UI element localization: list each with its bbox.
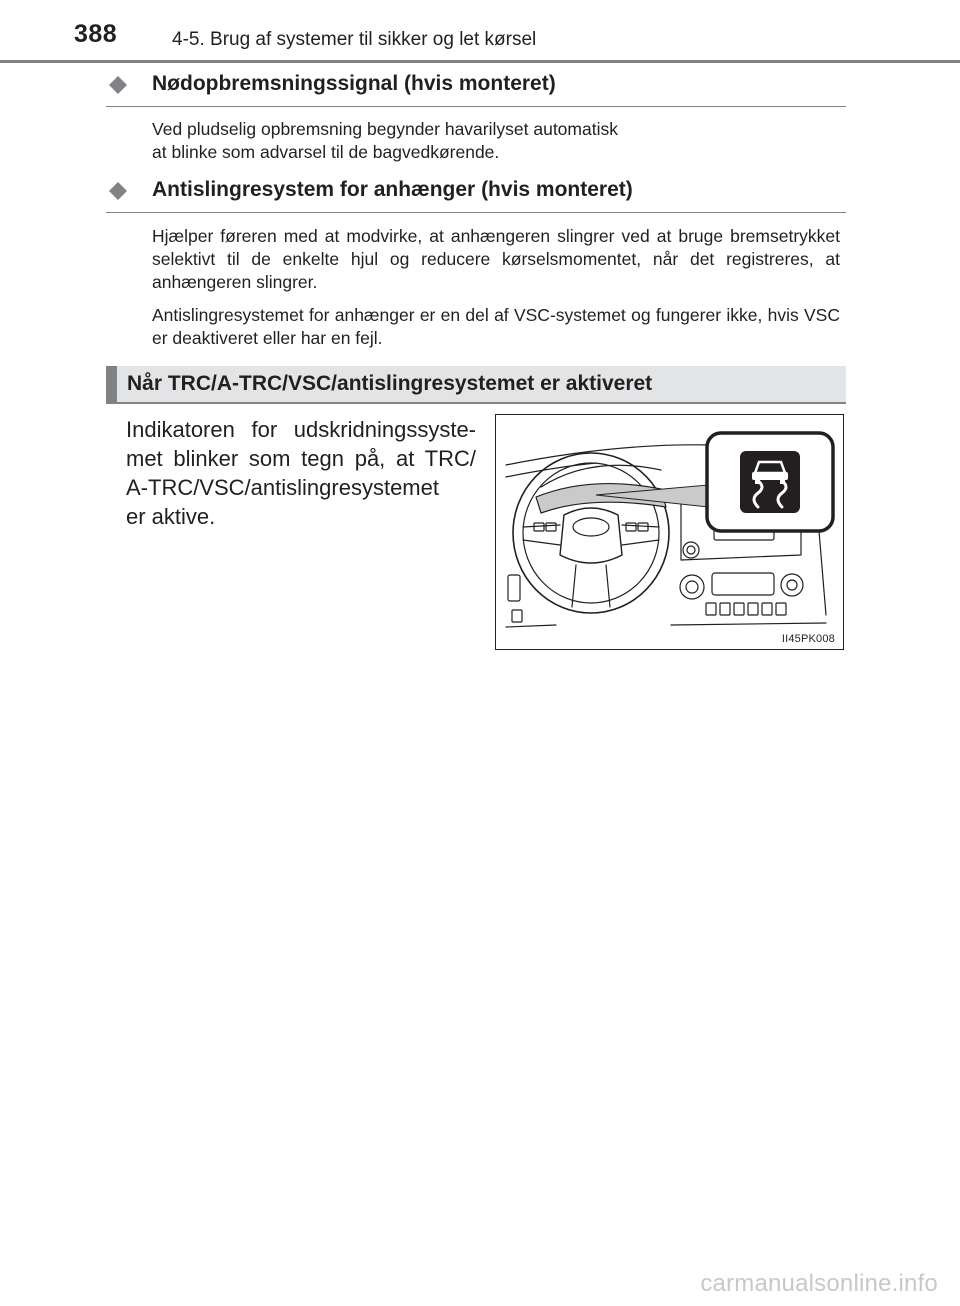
dashboard-drawing bbox=[496, 415, 845, 651]
paragraph-emergency-brake-line-2: at blinke som advarsel til de bagvedkørende. bbox=[152, 142, 500, 162]
header-rule bbox=[0, 60, 960, 63]
dashboard-illustration bbox=[495, 414, 844, 650]
paragraph-trailer-sway-1: Hjælper føreren med at modvirke, at anhængeren slingrer ved at bruge bremsetrykket selektivt til de enkelte hjul og reducere kørselsmomentet, når det registreres, at anhængeren slingrer. bbox=[152, 226, 840, 292]
body-line: er aktive. bbox=[126, 504, 216, 529]
section-heading-trailer-sway bbox=[106, 178, 846, 213]
figure-id: II45PK008 bbox=[781, 633, 835, 645]
subsection-banner bbox=[106, 366, 846, 404]
banner-accent-bar bbox=[106, 366, 117, 404]
diamond-bullet-icon bbox=[109, 76, 127, 94]
section-heading-label: Nødopbremsningssignal (hvis monteret) bbox=[152, 72, 556, 95]
paragraph-emergency-brake-line-1: Ved pludselig opbremsning begynder havarilyset automatisk bbox=[152, 119, 618, 139]
section-heading-emergency-brake-signal bbox=[106, 72, 846, 107]
diamond-bullet-icon bbox=[109, 182, 127, 200]
banner-title: Når TRC/A-TRC/VSC/antislingresystemet er aktiveret bbox=[127, 372, 653, 395]
slip-indicator-icon bbox=[740, 451, 800, 513]
footer-watermark: carmanualsonline.info bbox=[700, 1270, 938, 1297]
body-line: A-TRC/VSC/antislingresystemet bbox=[126, 475, 439, 500]
chapter-title: 4-5. Brug af systemer til sikker og let kørsel bbox=[172, 29, 537, 50]
page-number: 388 bbox=[74, 20, 118, 48]
body-line: met blinker som tegn på, at TRC/ bbox=[126, 446, 476, 471]
indicator-description bbox=[126, 415, 476, 531]
body-line: Indikatoren for udskridningssyste- bbox=[126, 417, 476, 442]
paragraph-trailer-sway-2: Antislingresystemet for anhænger er en del af VSC-systemet og fungerer ikke, hvis VSC er deaktiveret eller har en fejl. bbox=[152, 305, 840, 348]
page-header bbox=[0, 0, 960, 64]
section-heading-label: Antislingresystem for anhænger (hvis monteret) bbox=[152, 178, 633, 201]
